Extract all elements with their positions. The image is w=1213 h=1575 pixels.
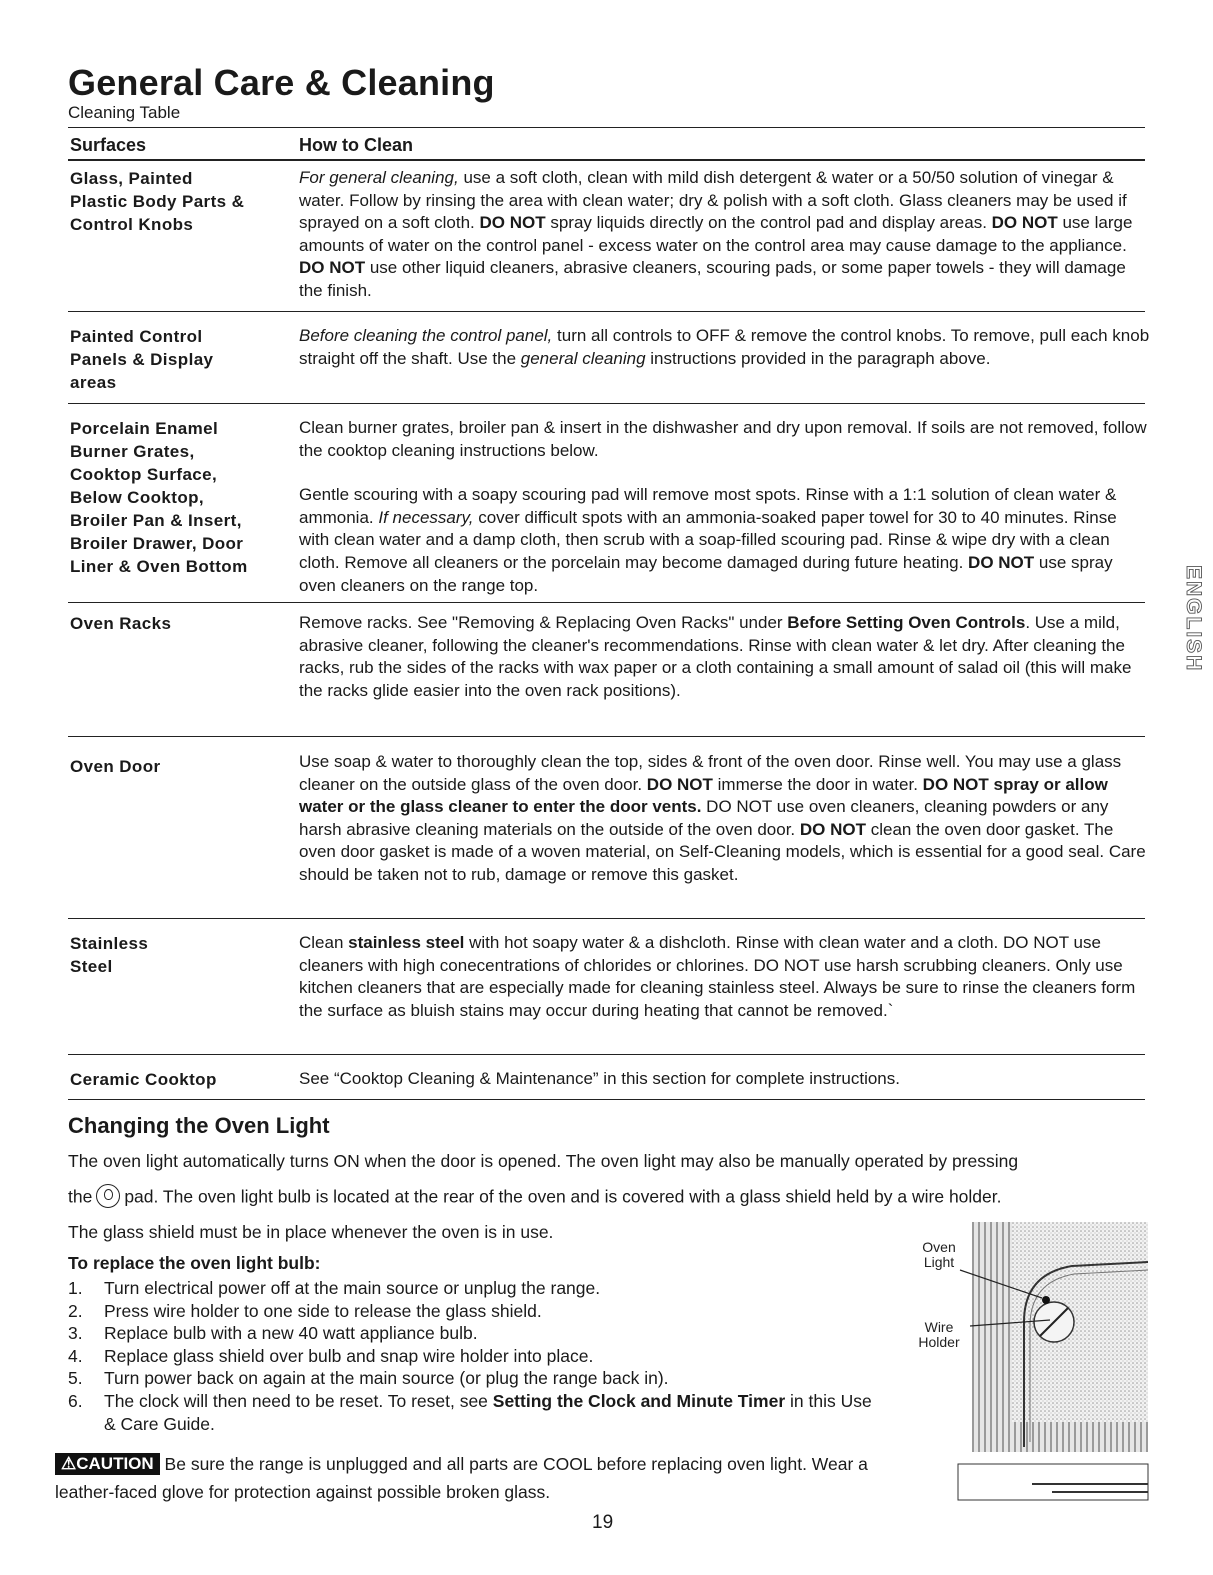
list-item <box>68 1277 888 1300</box>
surface-line: Below Cooktop, <box>70 488 205 507</box>
how-to-clean-cell <box>299 612 1151 702</box>
list-item <box>68 1300 888 1323</box>
figure-label-line: Oven <box>922 1239 956 1255</box>
body-text: use large amounts of water on the control panel - excess water on the control area may cause damage to the appliance. <box>299 213 1133 255</box>
warning-text: DO NOT <box>968 552 1035 572</box>
page-title: General Care & Cleaning <box>68 62 495 103</box>
surface-line: Glass, Painted <box>70 169 193 188</box>
surface-line: Broiler Pan & Insert, <box>70 511 242 530</box>
divider <box>68 127 1145 128</box>
instruction-heading: To replace the oven light bulb: <box>68 1253 321 1273</box>
divider <box>68 918 1145 919</box>
step-text: Replace glass shield over bulb and snap wire holder into place. <box>104 1345 594 1366</box>
body-text: pad. The oven light bulb is located at the rear of the oven and is covered with a glass shield held by a wire holder. <box>124 1186 1002 1207</box>
surface-line: Steel <box>70 957 113 976</box>
surface-cell <box>70 325 285 394</box>
warning-text: DO NOT <box>479 213 546 233</box>
step-number: 4. <box>68 1345 83 1366</box>
step-number: 2. <box>68 1300 83 1321</box>
body-text: immerse the door in water. <box>712 774 923 794</box>
surface-cell <box>70 1068 285 1091</box>
step-number: 3. <box>68 1323 83 1344</box>
language-side-tab <box>1180 565 1205 710</box>
how-to-clean-cell <box>299 932 1151 1022</box>
step-number: 6. <box>68 1390 83 1411</box>
surface-line: Porcelain Enamel <box>70 419 219 438</box>
body-text: Use soap & water to thoroughly clean the top, sides & front of the oven door. Rinse well. You may use a glass cleaner on the outside glass of the oven door. <box>299 752 1122 794</box>
step-number: 5. <box>68 1368 83 1389</box>
figure-label-line: Holder <box>918 1334 960 1350</box>
surface-line: Liner & Oven Bottom <box>70 557 248 576</box>
surface-line: Broiler Drawer, Door <box>70 534 244 553</box>
surface-line: Plastic Body Parts & <box>70 192 245 211</box>
surface-cell <box>70 167 285 236</box>
warning-text: DO NOT <box>646 774 713 794</box>
intro-paragraph: The oven light automatically turns ON when the door is opened. The oven light may also be manually operated by pressing <box>68 1151 1019 1171</box>
body-text: use spray oven cleaners on the range top. <box>299 552 1113 595</box>
step-text: in this Use & Care Guide. <box>104 1390 872 1434</box>
body-text: use a soft cloth, clean with mild dish detergent & water or a 50/50 solution of vinegar & water. Follow by rinsing the area with clean water; dry & polish with a soft cloth. Glass cleaners may be used if sprayed on a soft cloth. <box>299 168 1127 233</box>
section-title: Changing the Oven Light <box>68 1113 330 1138</box>
divider <box>68 736 1145 737</box>
page-subtitle: Cleaning Table <box>68 103 181 122</box>
step-text: Turn power back on again at the main source (or plug the range back in). <box>104 1368 669 1389</box>
surface-cell <box>70 755 285 778</box>
step-text: The clock will then need to be reset. To reset, see <box>104 1390 493 1411</box>
body-text: clean the oven door gasket. The oven door gasket is made of a woven material, on Self-Cleaning models, which is essential for a good seal. Care should be taken not to rub, damage or remove this gasket. <box>299 819 1146 884</box>
body-text: with hot soapy water & a dishcloth. Rinse with clean water and a cloth. DO NOT use cleaners with high conecentrations of chlorides or chlorines. DO NOT use harsh scrubbing cleaners. Only use kitchen cleaners that are especially made for cleaning stainless steel. Always be sure to rinse the cleaners form the surface as bluish stains may occur during heating that cannot be removed.` <box>299 933 1136 1020</box>
surface-line: Oven Door <box>70 757 161 776</box>
body-text: spray liquids directly on the control pad and display areas. <box>545 213 992 233</box>
body-text: instructions provided in the paragraph above. <box>645 348 991 368</box>
step-text: Replace bulb with a new 40 watt appliance bulb. <box>104 1323 478 1344</box>
caution-text: Be sure the range is unplugged and all parts are COOL before replacing oven light. Wear a leather-faced glove for protection against possible broken glass. <box>55 1454 868 1502</box>
body-text: . Use a mild, abrasive cleaner, following the cleaner's recommendations. Rinse with clean water & let dry. After cleaning the racks, rub the sides of the racks with wax paper or a cloth containing a small amount of salad oil (this will make the racks glide easier into the oven rack positions). <box>299 613 1132 700</box>
body-text: See “Cooktop Cleaning & Maintenance” in this section for complete instructions. <box>299 1069 900 1088</box>
list-item <box>68 1390 888 1435</box>
divider <box>68 1099 1145 1100</box>
figure-label-line: Wire <box>924 1319 954 1335</box>
instruction-list <box>68 1277 888 1435</box>
oven-light-figure <box>912 1222 1148 1502</box>
body-text: cover difficult spots with an ammonia-soaked paper towel for 30 to 40 minutes. Rinse with clean water and a damp cloth, then scrub with a soap-filled scouring pad. Rinse & wipe dry with a clean cloth. Remove all cleaners or the porcelain may become damaged during future heating. <box>299 507 1117 572</box>
column-header-surfaces: Surfaces <box>70 135 147 155</box>
body-text: Clean burner grates, broiler pan & insert in the dishwasher and dry upon removal. If soils are not removed, follow the cooktop cleaning instructions below. <box>299 418 1147 460</box>
surface-line: areas <box>70 373 117 392</box>
divider <box>68 159 1145 161</box>
surface-cell <box>70 932 285 978</box>
surface-line: Cooktop Surface, <box>70 465 218 484</box>
surface-line: Stainless <box>70 934 149 953</box>
warning-text: DO NOT <box>299 258 366 278</box>
warning-text: DO NOT <box>991 213 1058 233</box>
step-text: Press wire holder to one side to release the glass shield. <box>104 1300 542 1321</box>
caution-notice <box>55 1450 885 1506</box>
list-item <box>68 1367 888 1390</box>
divider <box>68 403 1145 404</box>
column-header-how-to-clean: How to Clean <box>299 135 414 155</box>
how-to-clean-cell <box>299 167 1151 303</box>
how-to-clean-cell <box>299 417 1151 597</box>
caution-badge: ⚠CAUTION <box>55 1453 160 1475</box>
surface-cell <box>70 612 285 635</box>
intro-paragraph <box>68 1186 1148 1210</box>
list-item <box>68 1345 888 1368</box>
surface-line: Panels & Display <box>70 350 214 369</box>
divider <box>68 602 1145 603</box>
body-text: Clean <box>299 933 349 952</box>
figure-label-wire-holder <box>914 1320 964 1350</box>
emphasis-text: stainless steel <box>348 933 465 952</box>
how-to-clean-cell <box>299 325 1151 370</box>
body-text: Remove racks. See "Removing & Replacing Oven Racks" under <box>299 613 788 632</box>
body-text: use other liquid cleaners, abrasive cleaners, scouring pads, or some paper towels - they will damage the finish. <box>299 258 1126 300</box>
surface-line: Burner Grates, <box>70 442 195 461</box>
divider <box>68 1054 1145 1055</box>
divider <box>68 311 1145 312</box>
how-to-clean-cell <box>299 751 1151 887</box>
surface-cell <box>70 417 285 578</box>
step-reference: Setting the Clock and Minute Timer <box>492 1390 786 1411</box>
emphasis-text: If necessary, <box>378 507 474 527</box>
how-to-clean-cell <box>299 1068 1151 1091</box>
body-text: turn all controls to OFF & remove the control knobs. To remove, pull each knob straight off the shaft. Use the <box>299 326 1150 368</box>
emphasis-text: For general cleaning, <box>299 168 459 187</box>
step-text: Turn electrical power off at the main source or unplug the range. <box>104 1278 601 1298</box>
emphasis-text: Before cleaning the control panel, <box>299 326 553 345</box>
page-number: 19 <box>592 1512 614 1533</box>
body-text: DO NOT use oven cleaners, cleaning powders or any harsh abrasive cleaning materials on the outside of the oven door. <box>299 797 1109 839</box>
body-text: the <box>68 1186 93 1207</box>
surface-line: Painted Control <box>70 327 203 346</box>
emphasis-text: general cleaning <box>520 348 646 368</box>
intro-paragraph: The glass shield must be in place whenever the oven is in use. <box>68 1222 554 1242</box>
list-item <box>68 1322 888 1345</box>
surface-line: Oven Racks <box>70 614 172 633</box>
figure-label-line: Light <box>923 1254 955 1270</box>
warning-text: DO NOT spray or allow water or the glass cleaner to enter the door vents. <box>299 774 1108 817</box>
surface-line: Ceramic Cooktop <box>70 1070 217 1089</box>
surface-line: Control Knobs <box>70 215 194 234</box>
body-text: Gentle scouring with a soapy scouring pad will remove most spots. Rinse with a 1:1 solution of clean water & ammonia. <box>299 485 1117 527</box>
warning-text: DO NOT <box>799 819 866 839</box>
language-label: ENGLISH <box>1182 565 1205 673</box>
step-number: 1. <box>68 1278 83 1298</box>
warning-text: Before Setting Oven Controls <box>787 613 1026 632</box>
oven-light-pad-icon <box>96 1184 120 1208</box>
figure-label-oven-light <box>914 1240 964 1270</box>
